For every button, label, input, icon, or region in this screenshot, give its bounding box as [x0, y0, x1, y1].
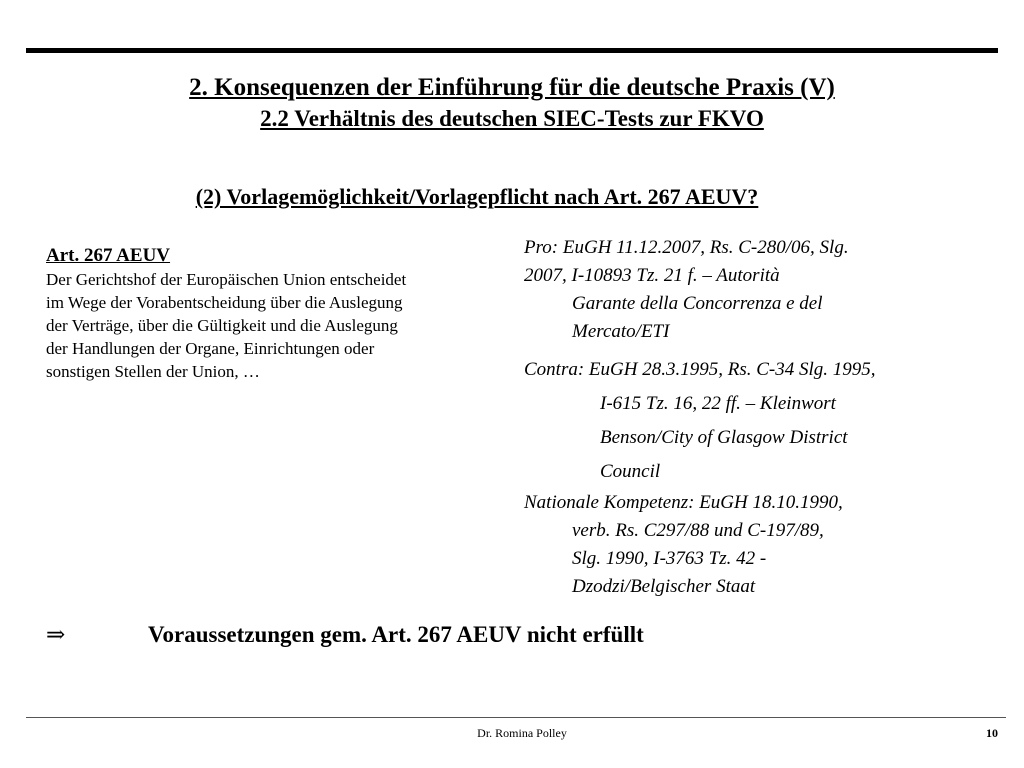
slide-title: 2. Konsequenzen der Einführung für die deutsche Praxis (V)	[189, 74, 835, 101]
article-body	[46, 268, 496, 383]
article-line: der Handlungen der Organe, Einrichtungen oder	[46, 339, 375, 358]
footer-rule	[26, 717, 1006, 718]
implies-arrow-icon: ⇒	[46, 622, 66, 647]
article-line: Der Gerichtshof der Europäischen Union entscheidet	[46, 270, 407, 289]
article-heading: Art. 267 AEUV	[46, 245, 171, 266]
article-text-block	[46, 244, 496, 383]
footer-author: Dr. Romina Polley	[477, 726, 567, 740]
contra-line: Benson/City of Glasgow District	[600, 427, 848, 448]
pro-line: Pro: EuGH 11.12.2007, Rs. C-280/06, Slg.	[524, 237, 849, 258]
slide-subtitle: 2.2 Verhältnis des deutschen SIEC-Tests zur FKVO	[260, 106, 764, 131]
case-law-block	[524, 234, 974, 601]
conclusion-text: Voraussetzungen gem. Art. 267 AEUV nicht erfüllt	[148, 622, 644, 647]
contra-reference	[524, 353, 974, 489]
top-rule	[26, 48, 998, 53]
section-question: (2) Vorlagemöglichkeit/Vorlagepflicht nach Art. 267 AEUV?	[195, 184, 759, 209]
conclusion	[46, 620, 946, 650]
national-line: Slg. 1990, I-3763 Tz. 42 -	[572, 548, 767, 569]
contra-line: I-615 Tz. 16, 22 ff. – Kleinwort	[600, 393, 836, 414]
pro-line: Garante della Concorrenza e del	[572, 293, 823, 314]
pro-reference	[524, 234, 974, 346]
national-line: verb. Rs. C297/88 und C-197/89,	[572, 520, 824, 541]
pro-line: Mercato/ETI	[572, 321, 670, 342]
national-line: Nationale Kompetenz: EuGH 18.10.1990,	[524, 492, 843, 513]
pro-line: 2007, I-10893 Tz. 21 f. – Autorità	[524, 265, 780, 286]
contra-line: Council	[600, 461, 661, 482]
article-line: der Verträge, über die Gültigkeit und die Auslegung	[46, 316, 398, 335]
contra-line: Contra: EuGH 28.3.1995, Rs. C-34 Slg. 1995,	[524, 359, 876, 380]
article-line: im Wege der Vorabentscheidung über die Auslegung	[46, 293, 403, 312]
national-competence-reference	[524, 489, 974, 601]
page-number: 10	[986, 726, 998, 740]
national-line: Dzodzi/Belgischer Staat	[572, 576, 756, 597]
article-line: sonstigen Stellen der Union, …	[46, 362, 260, 381]
